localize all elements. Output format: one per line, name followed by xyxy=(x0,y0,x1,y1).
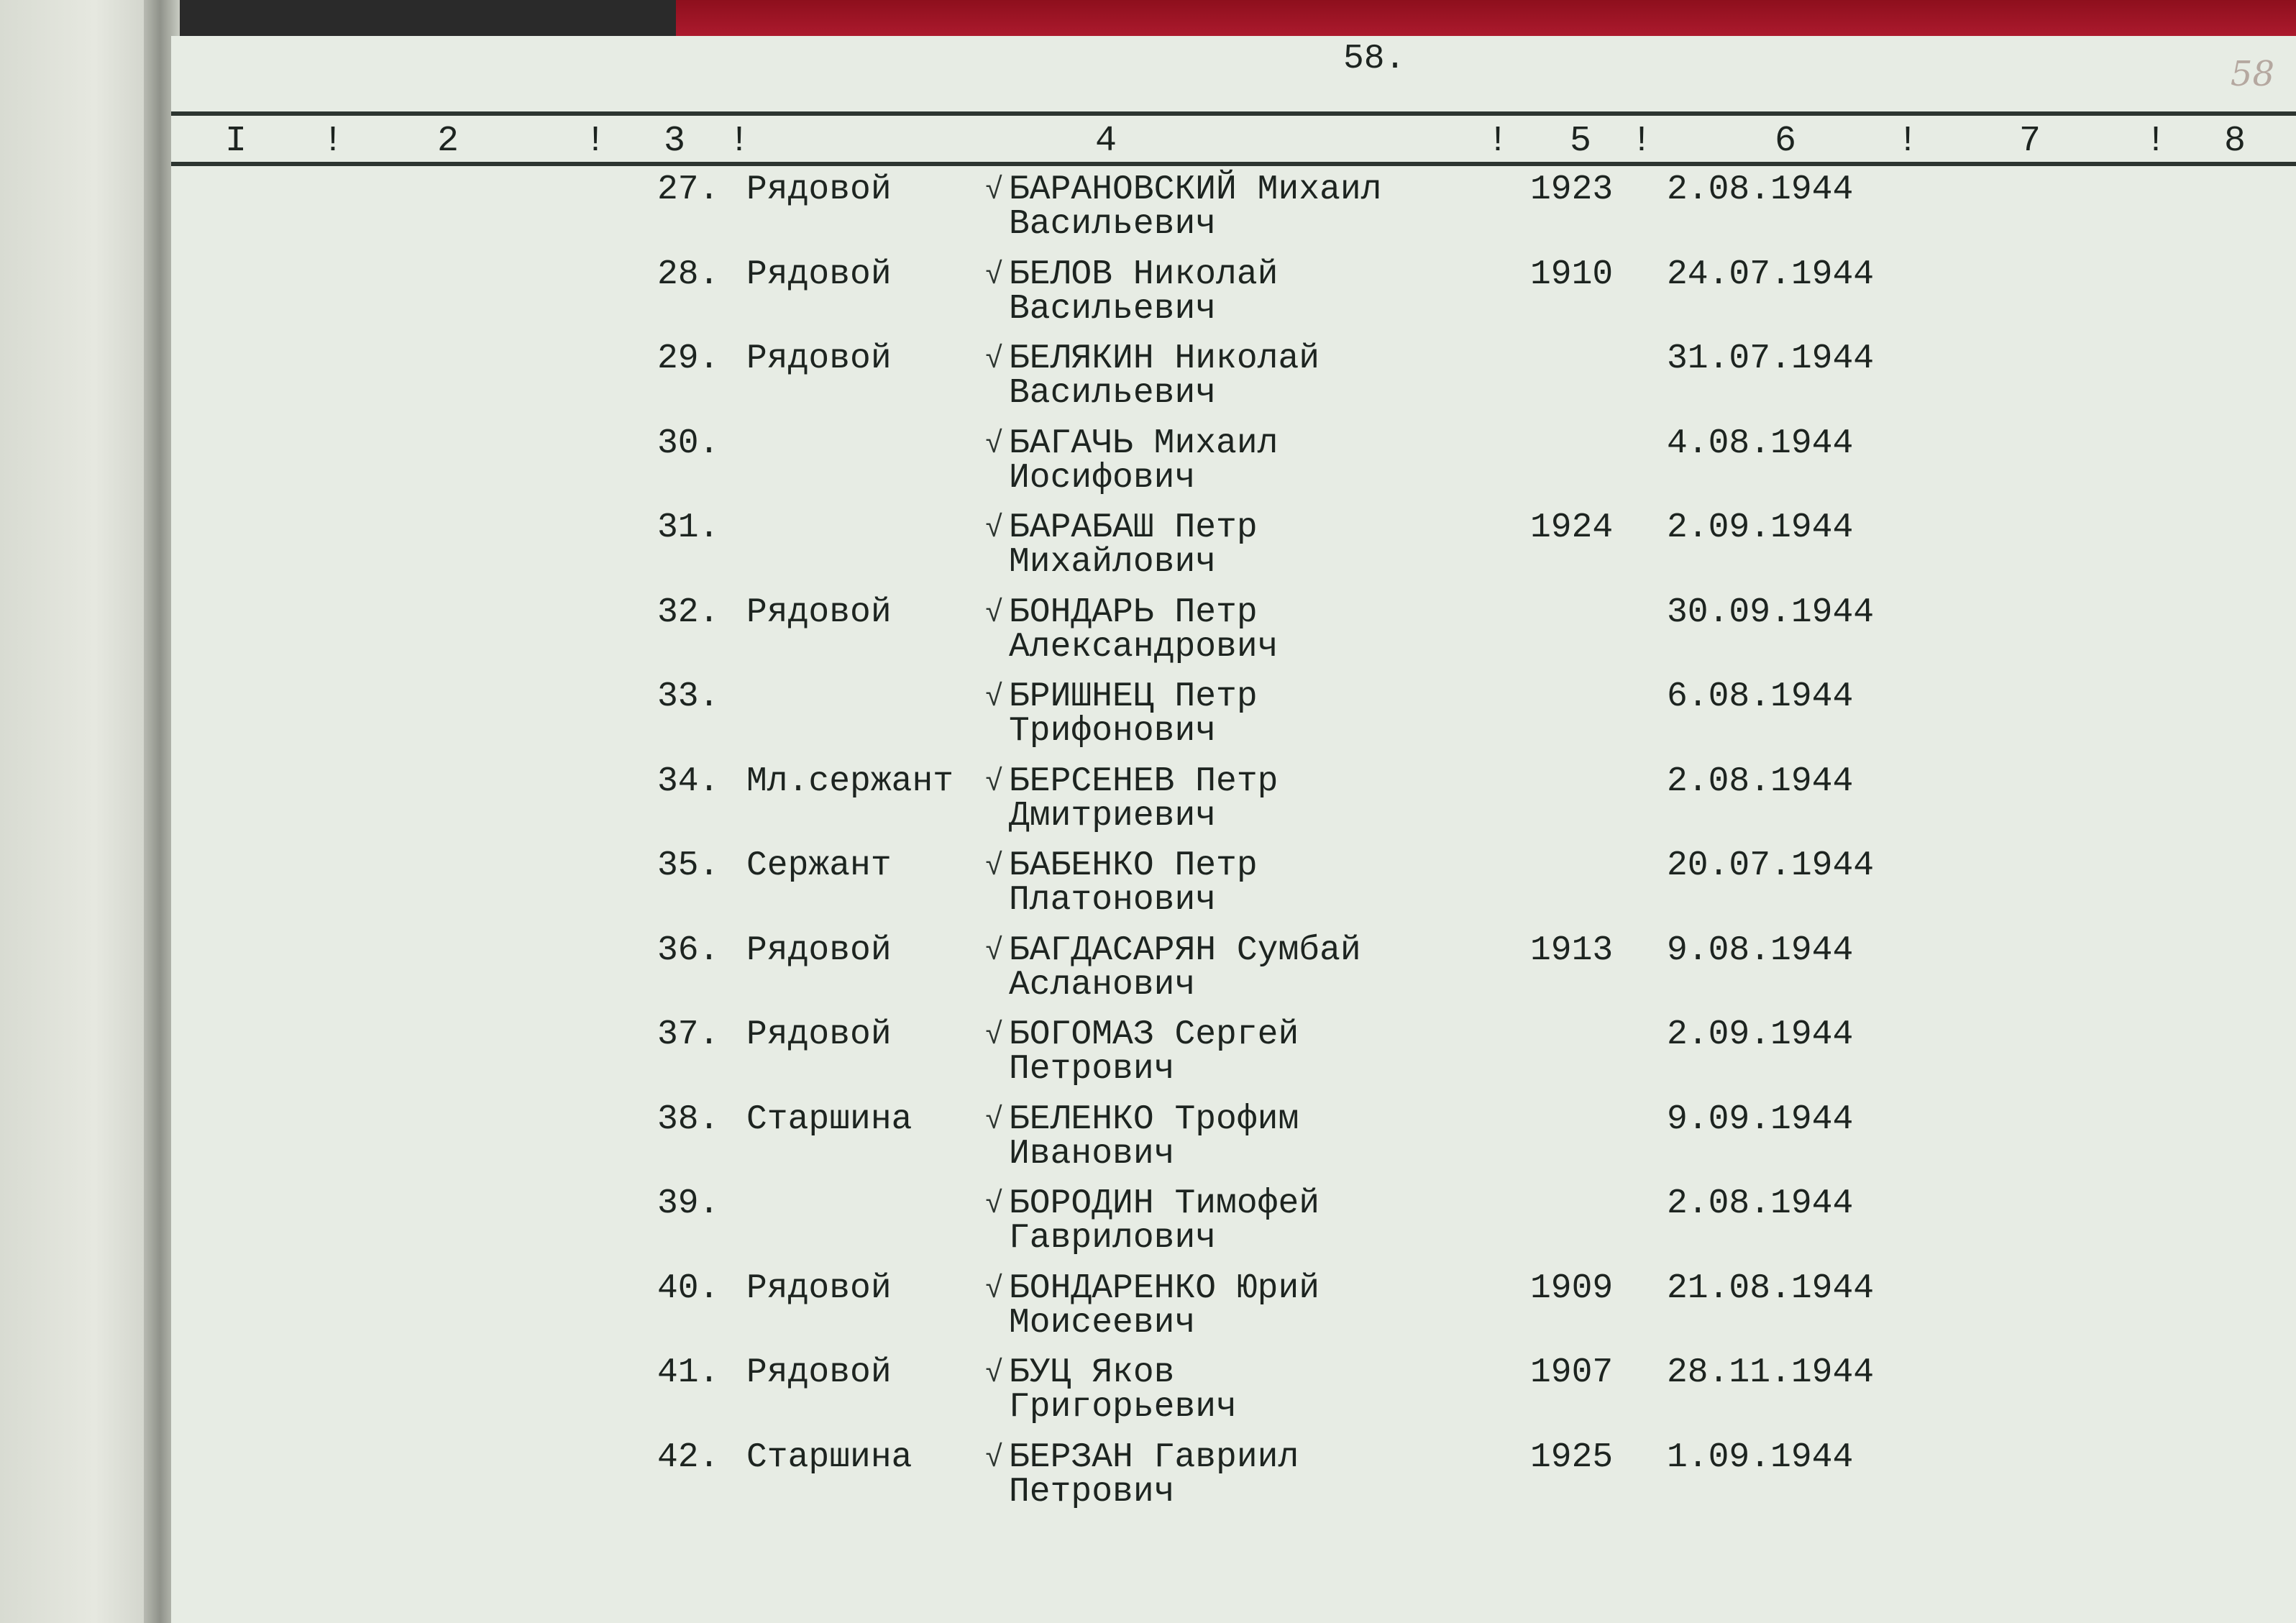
entry-date: 2.08.1944 xyxy=(1667,170,1854,209)
entry-date: 31.07.1944 xyxy=(1667,339,1875,378)
list-item xyxy=(171,170,2296,257)
check-mark-icon: √ xyxy=(985,1103,1004,1138)
header-bottom-rule xyxy=(171,162,2296,166)
entry-name: БАРАБАШ Петр xyxy=(1009,508,1258,547)
entry-date: 9.09.1944 xyxy=(1667,1100,1854,1139)
entry-birth-year: 1923 xyxy=(1530,170,1614,209)
col-separator: ! xyxy=(2144,121,2167,162)
entry-number: 36. xyxy=(657,931,720,970)
entry-name: БАГДАСАРЯН Сумбай xyxy=(1009,931,1361,970)
entry-rank: Мл.сержант xyxy=(746,762,954,801)
entry-rank: Рядовой xyxy=(746,339,892,378)
entry-patronymic: Гаврилович xyxy=(1009,1219,1217,1258)
list-item xyxy=(171,1102,2296,1187)
entry-birth-year: 1909 xyxy=(1530,1269,1614,1308)
list-item xyxy=(171,508,2296,595)
entry-name: БАБЕНКО Петр xyxy=(1009,846,1258,885)
list-item xyxy=(171,426,2296,511)
entry-patronymic: Петрович xyxy=(1009,1473,1175,1512)
col-header-6: 6 xyxy=(1774,121,1797,162)
entry-name: БОРОДИН Тимофей xyxy=(1009,1184,1320,1223)
col-header-5: 5 xyxy=(1569,121,1592,162)
col-header-8: 8 xyxy=(2223,121,2246,162)
col-header-7: 7 xyxy=(2018,121,2041,162)
entry-patronymic: Григорьевич xyxy=(1009,1388,1237,1427)
list-item xyxy=(171,1440,2296,1525)
entry-name: БЕЛЯКИН Николай xyxy=(1009,339,1320,378)
check-mark-icon: √ xyxy=(985,934,1004,969)
entry-name: БЕЛЕНКО Трофим xyxy=(1009,1100,1299,1139)
entry-patronymic: Трифонович xyxy=(1009,712,1217,751)
document-page xyxy=(171,36,2296,1623)
entry-patronymic: Иосифович xyxy=(1009,459,1196,498)
entry-date: 28.11.1944 xyxy=(1667,1353,1875,1392)
entry-date: 2.09.1944 xyxy=(1667,508,1854,547)
corner-page-number: 58 xyxy=(2230,54,2274,94)
entry-number: 35. xyxy=(657,846,720,885)
check-mark-icon: √ xyxy=(985,765,1004,800)
entry-number: 31. xyxy=(657,508,720,547)
entry-patronymic: Платонович xyxy=(1009,881,1217,920)
col-separator: ! xyxy=(584,121,607,162)
entry-rank: Рядовой xyxy=(746,1353,892,1392)
entry-birth-year: 1924 xyxy=(1530,508,1614,547)
entry-patronymic: Александрович xyxy=(1009,628,1279,667)
check-mark-icon: √ xyxy=(985,1356,1004,1391)
col-separator: ! xyxy=(1896,121,1919,162)
entry-name: БОНДАРЬ Петр xyxy=(1009,593,1258,632)
entry-number: 33. xyxy=(657,677,720,716)
list-item xyxy=(171,764,2296,849)
header-top-rule xyxy=(171,111,2296,116)
check-mark-icon: √ xyxy=(985,1187,1004,1222)
entry-birth-year: 1910 xyxy=(1530,255,1614,294)
entry-patronymic: Васильевич xyxy=(1009,205,1217,244)
check-mark-icon: √ xyxy=(985,342,1004,377)
check-mark-icon: √ xyxy=(985,258,1004,293)
check-mark-icon: √ xyxy=(985,849,1004,884)
col-separator: ! xyxy=(1630,121,1653,162)
check-mark-icon: √ xyxy=(985,173,1004,208)
col-separator: ! xyxy=(1486,121,1509,162)
entry-date: 2.08.1944 xyxy=(1667,1184,1854,1223)
entry-birth-year: 1913 xyxy=(1530,931,1614,970)
entry-name: БЕРЗАН Гавриил xyxy=(1009,1438,1299,1477)
list-item xyxy=(171,1355,2296,1440)
entry-date: 21.08.1944 xyxy=(1667,1269,1875,1308)
entry-birth-year: 1907 xyxy=(1530,1353,1614,1392)
entry-patronymic: Моисеевич xyxy=(1009,1304,1196,1343)
entry-rank: Рядовой xyxy=(746,255,892,294)
entry-date: 30.09.1944 xyxy=(1667,593,1875,632)
entry-patronymic: Иванович xyxy=(1009,1135,1175,1174)
entry-date: 24.07.1944 xyxy=(1667,255,1875,294)
entry-rank: Старшина xyxy=(746,1100,913,1139)
check-mark-icon: √ xyxy=(985,596,1004,631)
col-separator: ! xyxy=(321,121,344,162)
entry-number: 38. xyxy=(657,1100,720,1139)
entry-date: 20.07.1944 xyxy=(1667,846,1875,885)
list-item xyxy=(171,339,2296,426)
entry-patronymic: Михайлович xyxy=(1009,543,1217,582)
list-item xyxy=(171,846,2296,933)
col-header-4: 4 xyxy=(1094,121,1117,162)
entry-name: БАГАЧЬ Михаил xyxy=(1009,424,1279,463)
entry-number: 30. xyxy=(657,424,720,463)
entry-number: 39. xyxy=(657,1184,720,1223)
entry-rank: Старшина xyxy=(746,1438,913,1477)
entry-number: 42. xyxy=(657,1438,720,1477)
entry-patronymic: Дмитриевич xyxy=(1009,797,1217,836)
entry-date: 2.09.1944 xyxy=(1667,1015,1854,1054)
page-number: 58. xyxy=(1343,40,1406,78)
list-item xyxy=(171,595,2296,680)
entry-name: БЕЛОВ Николай xyxy=(1009,255,1279,294)
entry-number: 27. xyxy=(657,170,720,209)
list-item xyxy=(171,1184,2296,1271)
check-mark-icon: √ xyxy=(985,427,1004,462)
list-item xyxy=(171,257,2296,342)
entry-number: 37. xyxy=(657,1015,720,1054)
entry-name: БЕРСЕНЕВ Петр xyxy=(1009,762,1279,801)
list-item xyxy=(171,677,2296,764)
entry-date: 4.08.1944 xyxy=(1667,424,1854,463)
entry-rank: Рядовой xyxy=(746,1269,892,1308)
list-item xyxy=(171,1015,2296,1102)
list-item xyxy=(171,933,2296,1018)
entry-rank: Сержант xyxy=(746,846,892,885)
entry-name: БОНДАРЕНКО Юрий xyxy=(1009,1269,1320,1308)
entry-rank: Рядовой xyxy=(746,931,892,970)
col-header-3: 3 xyxy=(663,121,686,162)
entry-number: 41. xyxy=(657,1353,720,1392)
entry-name: БОГОМАЗ Сергей xyxy=(1009,1015,1299,1054)
entry-date: 9.08.1944 xyxy=(1667,931,1854,970)
entry-patronymic: Васильевич xyxy=(1009,290,1217,329)
entry-number: 32. xyxy=(657,593,720,632)
check-mark-icon: √ xyxy=(985,511,1004,546)
entry-date: 6.08.1944 xyxy=(1667,677,1854,716)
list-item xyxy=(171,1271,2296,1356)
entry-number: 34. xyxy=(657,762,720,801)
entry-birth-year: 1925 xyxy=(1530,1438,1614,1477)
entry-name: БАРАНОВСКИЙ Михаил xyxy=(1009,170,1382,209)
entry-rank: Рядовой xyxy=(746,1015,892,1054)
entry-patronymic: Петрович xyxy=(1009,1050,1175,1089)
col-header-2: 2 xyxy=(436,121,459,162)
entry-date: 1.09.1944 xyxy=(1667,1438,1854,1477)
entry-rank: Рядовой xyxy=(746,170,892,209)
entry-rank: Рядовой xyxy=(746,593,892,632)
entry-name: БРИШНЕЦ Петр xyxy=(1009,677,1258,716)
entry-number: 28. xyxy=(657,255,720,294)
entry-date: 2.08.1944 xyxy=(1667,762,1854,801)
entry-patronymic: Васильевич xyxy=(1009,374,1217,413)
check-mark-icon: √ xyxy=(985,1272,1004,1307)
check-mark-icon: √ xyxy=(985,1441,1004,1476)
entry-number: 40. xyxy=(657,1269,720,1308)
col-header-1: I xyxy=(224,121,247,162)
check-mark-icon: √ xyxy=(985,680,1004,715)
entry-number: 29. xyxy=(657,339,720,378)
check-mark-icon: √ xyxy=(985,1018,1004,1053)
entry-name: БУЦ Яков xyxy=(1009,1353,1175,1392)
col-separator: ! xyxy=(728,121,751,162)
entry-patronymic: Асланович xyxy=(1009,966,1196,1005)
